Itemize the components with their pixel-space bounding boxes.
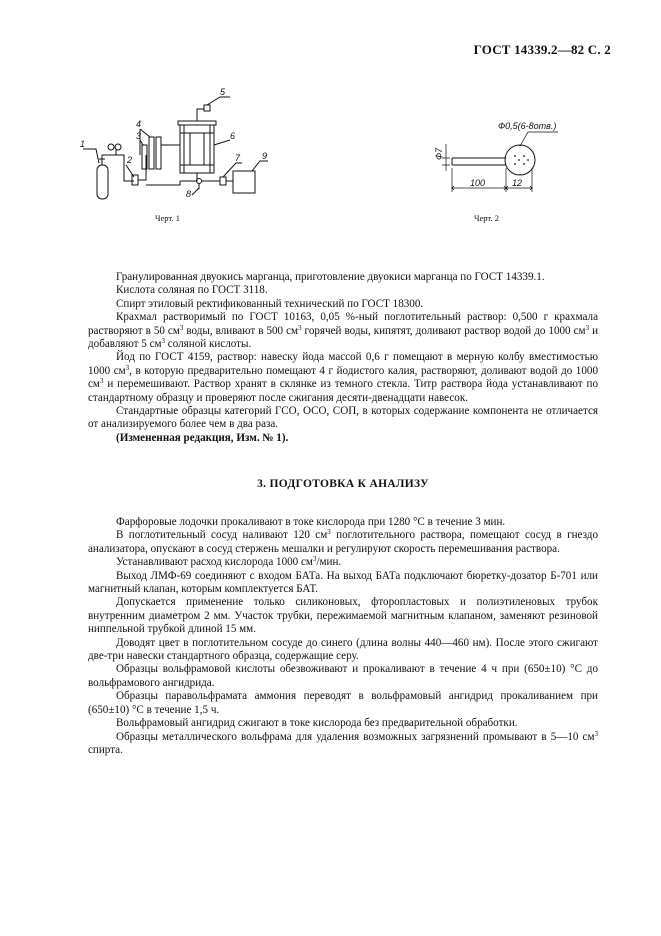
apparatus-drawing	[80, 85, 280, 210]
purifier-2	[132, 175, 138, 185]
figure-2-caption: Черт. 2	[474, 213, 500, 223]
dim-100: 100	[470, 178, 486, 188]
fig1-label-9: 9	[262, 151, 268, 161]
figure-2-tube-diagram	[420, 118, 570, 208]
fig1-label-3: 3	[136, 131, 142, 141]
reagent-iodine: Йод по ГОСТ 4159, раствор: навеску йода массой 0,6 г помещают в мерную колбу вместимостью 1000 $см^3$, в которую предварительно помещают 4 г йодистого калия, растворяют, доливают водой до 1000 $см^3$ и перемешивают. Раствор хранят в склянке из темного стекла. Титр раствора йода устанавливают по стандартному образцу и проверяют после сжигания десяти-двенадцати навесок.	[88, 351, 598, 404]
fig1-label-1: 1	[80, 139, 86, 149]
analyzer-bat-9	[233, 171, 255, 193]
s3-p3: Устанавливают расход кислорода 1000 $см^3$/мин.	[116, 555, 342, 569]
oxygen-cylinder	[97, 165, 108, 199]
figure-1-apparatus-diagram	[80, 85, 280, 210]
dim-holes: Ф0,5(6-8отв.)	[498, 121, 557, 131]
section-3-body	[88, 516, 598, 757]
fig1-label-7: 7	[235, 153, 241, 163]
reagent-starch: Крахмал растворимый по ГОСТ 10163, 0,05 %-ный поглотительный раствор: 0,500 г крахмала растворяют в 50 $см^3$ воды, вливают в 500 $см^3$ горячей воды, кипятят, доливают раствор водой до 1000 $см^3$ и добавляют 5 $см^3$ соляной кислоты.	[88, 311, 599, 351]
reagent-standards: Стандартные образцы категорий ГСО, ОСО, СОП, в которых содержание компонента не отличается от анализируемого более чем в два раза.	[88, 405, 598, 431]
reagent-manganese: Гранулированная двуокись марганца, приготовление двуокиси марганца по ГОСТ 14339.1.	[116, 271, 545, 283]
amendment-note: (Измененная редакция, Изм. № 1).	[116, 431, 289, 444]
dim-12: 12	[512, 178, 523, 188]
fig1-label-8: 8	[186, 189, 192, 199]
figure-1-caption: Черт. 1	[155, 213, 181, 223]
page-header: ГОСТ 14339.2—82 С. 2	[473, 42, 611, 57]
s3-p7: Образцы вольфрамовой кислоты обезвоживают и прокаливают в течение 4 ч при (650±10) °С до вольфрамового ангидрида.	[88, 663, 598, 689]
s3-p1: Фарфоровые лодочки прокаливают в токе кислорода при 1280 °С в течение 3 мин.	[116, 516, 506, 528]
tube-drawing	[420, 118, 570, 208]
reagent-ethanol: Спирт этиловый ректификованный технический по ГОСТ 18300.	[116, 297, 424, 310]
fig1-label-5: 5	[220, 87, 226, 97]
s3-p9: Вольфрамовый ангидрид сжигают в токе кислорода без предварительной обработки.	[116, 717, 518, 730]
dim-phi7: Ф7	[434, 147, 444, 160]
fig1-label-6: 6	[230, 131, 236, 141]
s3-p10: Образцы металлического вольфрама для удаления возможных загрязнений промывают в 5—10 $см^3$ спирта.	[88, 729, 598, 756]
s3-p8: Образцы паравольфрамата аммония переводят в вольфрамовый ангидрид прокаливанием при (650±10) °С в течение 1,5 ч.	[88, 690, 598, 716]
s3-p2: В поглотительный сосуд наливают 120 $см^3$ поглотительного раствора, помещают сосуд в гнездо анализатора, опускают в сосуд стержень мешалки и регулируют скорость перемешивания раствора.	[88, 528, 598, 555]
flowmeter-4	[149, 137, 154, 169]
pressure-gauge-left	[108, 144, 114, 150]
valve-7	[220, 177, 226, 185]
fig1-label-4: 4	[136, 119, 142, 129]
s3-p5: Допускается применение только силиконовых, фторопластовых и полиэтиленовых трубок внутренним диаметром 2 мм. Участок трубки, пережимаемой магнитным клапаном, заменяют резиновой ниппельной трубкой длиной 15 мм.	[88, 596, 598, 636]
reagents-block	[88, 271, 598, 445]
pressure-gauge-right	[115, 144, 121, 150]
tube-body	[452, 158, 506, 165]
reagent-hcl: Кислота соляная по ГОСТ 3118.	[116, 284, 268, 297]
s3-p6: Доводят цвет в поглотительном сосуде до синего (длина волны 440—460 нм). После этого сжигают две-три навески стандартного образца, содержащие серу.	[88, 636, 598, 663]
s3-p4: Выход ЛМФ-69 соединяют с входом БАТа. На выход БАТа подключают бюретку-дозатор Б-701 или магнитный клапан, которым комплектуется БАТ.	[88, 569, 598, 596]
furnace-6	[180, 125, 214, 173]
section-3-title: 3. ПОДГОТОВКА К АНАЛИЗУ	[257, 478, 429, 490]
fig1-label-2: 2	[127, 155, 133, 165]
tube-bulb	[505, 145, 535, 175]
